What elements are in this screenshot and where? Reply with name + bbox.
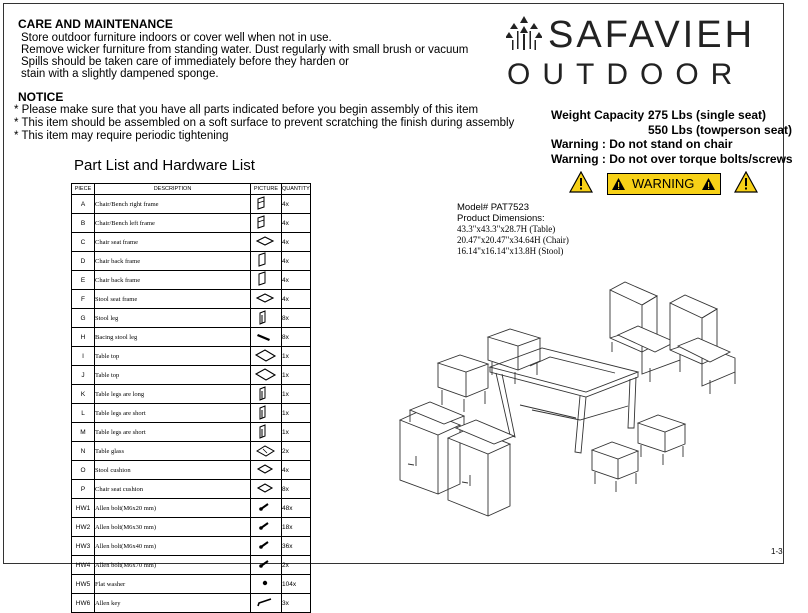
table-top-icon [255, 366, 277, 382]
part-picture-cell [251, 366, 282, 385]
part-description: Stool cushion [95, 461, 251, 480]
part-quantity: 36x [282, 537, 311, 556]
capacity-label: Weight Capacity : [551, 108, 652, 122]
table-row [72, 252, 311, 271]
allen-key-icon [255, 594, 277, 610]
table-row [72, 480, 311, 499]
part-picture-cell [251, 404, 282, 423]
back-frame-icon [255, 252, 277, 268]
stool-left-drawing [438, 355, 488, 412]
part-description: Table top [95, 347, 251, 366]
notice-line-1: * Please make sure that you have all parts indicated before you begin assembly of this item [14, 104, 479, 116]
notice-title: NOTICE [18, 90, 64, 104]
part-picture-cell [251, 233, 282, 252]
part-quantity: 2x [282, 556, 311, 575]
part-description: Table top [95, 366, 251, 385]
part-picture-cell [251, 442, 282, 461]
part-quantity: 1x [282, 385, 311, 404]
chair-front-left-drawing [400, 402, 464, 494]
care-line-1: Store outdoor furniture indoors or cover well when not in use. [21, 32, 332, 44]
table-row [72, 537, 311, 556]
part-description: Allen bolt(M6x70 mm) [95, 556, 251, 575]
part-quantity: 18x [282, 518, 311, 537]
part-description: Allen bolt(M6x30 mm) [95, 518, 251, 537]
leg-icon [255, 385, 277, 401]
part-quantity: 4x [282, 290, 311, 309]
parts-title: Part List and Hardware List [74, 157, 255, 174]
part-picture-cell [251, 195, 282, 214]
warning-torque: Warning : Do not over torque bolts/screws [551, 151, 793, 166]
part-description: Stool leg [95, 309, 251, 328]
part-description: Table legs are long [95, 385, 251, 404]
chair-back-right-drawing [670, 295, 735, 394]
part-piece: E [72, 271, 95, 290]
header-quantity: QUANTITY [282, 184, 311, 195]
furniture-set-illustration [380, 260, 775, 540]
part-piece: HW6 [72, 594, 95, 613]
seat-frame-icon [255, 290, 277, 306]
header-piece: PIECE [72, 184, 95, 195]
part-description: Flat washer [95, 575, 251, 594]
leg-icon [255, 404, 277, 420]
logo-wordmark: SAFAVIEH [548, 14, 756, 56]
table-row [72, 290, 311, 309]
bolt-icon [255, 499, 277, 515]
part-picture-cell [251, 347, 282, 366]
capacity-single: 275 Lbs (single seat) [648, 108, 767, 122]
part-picture-cell [251, 214, 282, 233]
part-piece: HW1 [72, 499, 95, 518]
table-row [72, 442, 311, 461]
table-row [72, 594, 311, 613]
part-picture-cell [251, 537, 282, 556]
model-block [457, 202, 545, 224]
cushion-icon [255, 461, 277, 477]
part-description: Table legs are short [95, 404, 251, 423]
capacity-double: 550 Lbs (towperson seat) [648, 122, 793, 137]
parts-header-row [72, 184, 311, 195]
table-row [72, 461, 311, 480]
table-row [72, 271, 311, 290]
bolt-icon [255, 556, 277, 572]
table-row [72, 328, 311, 347]
part-picture-cell [251, 252, 282, 271]
header-description: DESCRIPTION [95, 184, 251, 195]
part-piece: C [72, 233, 95, 252]
table-row [72, 556, 311, 575]
part-picture-cell [251, 328, 282, 347]
stool-front-right-drawing [592, 442, 638, 492]
part-picture-cell [251, 594, 282, 613]
frame-icon [255, 195, 277, 211]
table-row [72, 499, 311, 518]
part-quantity: 4x [282, 252, 311, 271]
parts-table [71, 183, 311, 613]
logo-subtitle: OUTDOOR [507, 58, 745, 91]
care-line-2: Remove wicker furniture from standing water. Dust regularly with small brush or vacuum [21, 44, 469, 56]
stool-right-drawing [638, 415, 685, 465]
part-quantity: 1x [282, 423, 311, 442]
part-description: Allen bolt(M6x40 mm) [95, 537, 251, 556]
table-row [72, 195, 311, 214]
table-row [72, 233, 311, 252]
dims-chair: 20.47"x20.47"x34.64H (Chair) [457, 235, 569, 245]
part-description: Table glass [95, 442, 251, 461]
part-description: Chair seat cushion [95, 480, 251, 499]
bar-icon [255, 328, 277, 344]
part-picture-cell [251, 556, 282, 575]
frame-icon [255, 214, 277, 230]
leg-icon [255, 309, 277, 325]
header-picture: PICTURE [251, 184, 282, 195]
part-picture-cell [251, 575, 282, 594]
part-description: Chair/Bench left frame [95, 214, 251, 233]
warning-badge-right-icon [701, 177, 716, 191]
part-piece: A [72, 195, 95, 214]
part-quantity: 4x [282, 214, 311, 233]
table-row [72, 309, 311, 328]
part-piece: I [72, 347, 95, 366]
part-description: Chair back frame [95, 252, 251, 271]
table-row [72, 385, 311, 404]
bolt-icon [255, 537, 277, 553]
dims-table: 43.3"x43.3"x28.7H (Table) [457, 224, 556, 234]
care-title: CARE AND MAINTENANCE [18, 17, 173, 31]
part-quantity: 8x [282, 328, 311, 347]
dims-label: Product Dimensions: [457, 213, 545, 224]
part-piece: N [72, 442, 95, 461]
part-picture-cell [251, 271, 282, 290]
part-piece: B [72, 214, 95, 233]
part-piece: K [72, 385, 95, 404]
leg-icon [255, 423, 277, 439]
table-drawing [490, 348, 638, 453]
dims-block [457, 224, 569, 257]
part-piece: HW4 [72, 556, 95, 575]
part-description: Allen key [95, 594, 251, 613]
part-picture-cell [251, 461, 282, 480]
part-quantity: 4x [282, 233, 311, 252]
part-picture-cell [251, 518, 282, 537]
notice-line-3: * This item may require periodic tightening [14, 130, 229, 142]
warning-triangle-icon [569, 171, 593, 193]
part-piece: O [72, 461, 95, 480]
dims-stool: 16.14"x16.14"x13.8H (Stool) [457, 246, 564, 256]
warning-triangle-icon [734, 171, 758, 193]
part-piece: HW5 [72, 575, 95, 594]
part-description: Bacing stool leg [95, 328, 251, 347]
part-picture-cell [251, 423, 282, 442]
part-picture-cell [251, 385, 282, 404]
washer-icon [255, 575, 277, 591]
part-picture-cell [251, 480, 282, 499]
part-quantity: 8x [282, 480, 311, 499]
part-quantity: 4x [282, 461, 311, 480]
part-description: Chair back frame [95, 271, 251, 290]
table-row [72, 518, 311, 537]
model-number: Model# PAT7523 [457, 202, 529, 213]
table-row [72, 575, 311, 594]
part-quantity: 1x [282, 366, 311, 385]
chair-front-middle-drawing [448, 420, 514, 516]
part-piece: F [72, 290, 95, 309]
specs-block [551, 108, 793, 166]
table-row [72, 214, 311, 233]
part-quantity: 4x [282, 195, 311, 214]
part-description: Allen bolt(M6x20 mm) [95, 499, 251, 518]
bolt-icon [255, 518, 277, 534]
care-line-3: Spills should be taken care of immediately before they harden or [21, 56, 349, 68]
warning-badge-text: WARNING [632, 176, 695, 191]
part-quantity: 8x [282, 309, 311, 328]
part-quantity: 1x [282, 404, 311, 423]
part-picture-cell [251, 309, 282, 328]
warning-badge-left-icon [611, 177, 626, 191]
page-number: 1-3 [771, 547, 783, 556]
part-piece: D [72, 252, 95, 271]
part-piece: G [72, 309, 95, 328]
part-description: Table legs are short [95, 423, 251, 442]
part-quantity: 3x [282, 594, 311, 613]
part-piece: H [72, 328, 95, 347]
part-quantity: 1x [282, 347, 311, 366]
part-quantity: 104x [282, 575, 311, 594]
warning-badge [607, 173, 721, 195]
cushion-icon [255, 480, 277, 496]
safavieh-logo-mark-icon [506, 14, 542, 52]
part-description: Chair/Bench right frame [95, 195, 251, 214]
part-quantity: 2x [282, 442, 311, 461]
table-top-icon [255, 347, 277, 363]
notice-line-2: * This item should be assembled on a soft surface to prevent scratching the finish during assembly [14, 117, 515, 129]
chair-back-left-drawing [610, 282, 680, 382]
part-quantity: 48x [282, 499, 311, 518]
part-description: Chair seat frame [95, 233, 251, 252]
part-piece: HW3 [72, 537, 95, 556]
part-picture-cell [251, 290, 282, 309]
care-line-4: stain with a slightly dampened sponge. [21, 68, 219, 80]
part-picture-cell [251, 499, 282, 518]
glass-icon [255, 442, 277, 458]
warning-stand: Warning : Do not stand on chair [551, 137, 733, 151]
table-row [72, 404, 311, 423]
part-piece: P [72, 480, 95, 499]
seat-frame-icon [255, 233, 277, 249]
back-frame-icon [255, 271, 277, 287]
table-row [72, 347, 311, 366]
part-description: Stool seat frame [95, 290, 251, 309]
part-piece: J [72, 366, 95, 385]
table-row [72, 366, 311, 385]
part-quantity: 4x [282, 271, 311, 290]
table-row [72, 423, 311, 442]
part-piece: L [72, 404, 95, 423]
part-piece: M [72, 423, 95, 442]
part-piece: HW2 [72, 518, 95, 537]
